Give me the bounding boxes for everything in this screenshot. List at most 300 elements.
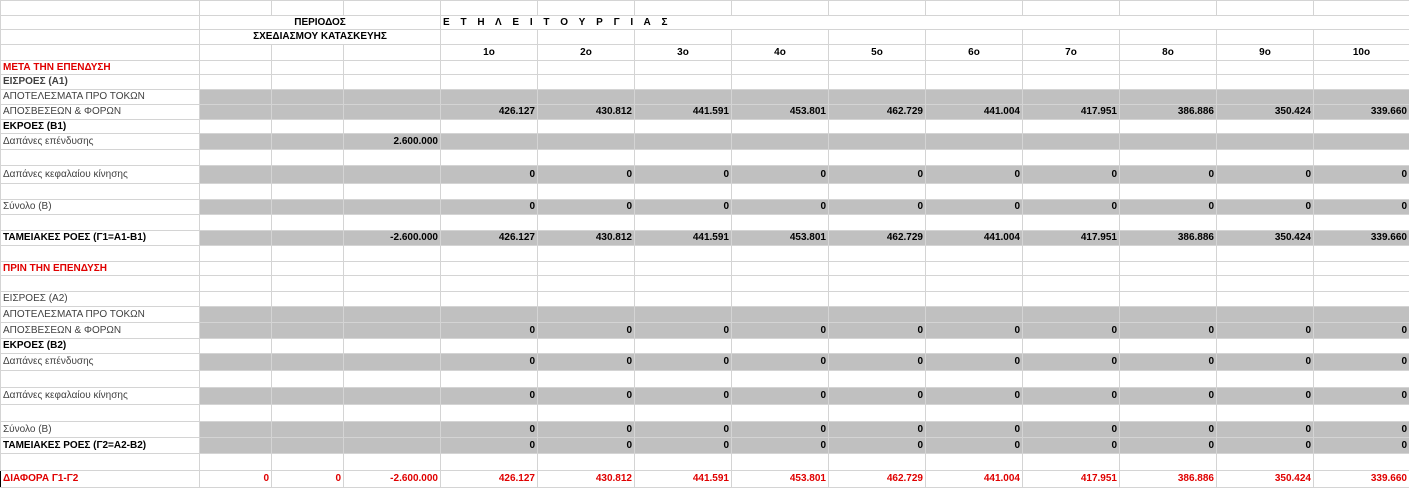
cell[interactable] (1314, 454, 1409, 471)
cell[interactable] (1217, 90, 1314, 105)
value-cell[interactable]: 0 (635, 200, 732, 215)
row-label[interactable]: ΑΠΟΣΒΕΣΕΩΝ & ΦΟΡΩΝ (1, 105, 200, 120)
cell[interactable] (829, 150, 926, 166)
cell[interactable] (538, 120, 635, 134)
cell[interactable] (829, 90, 926, 105)
cell[interactable] (272, 184, 344, 200)
cell[interactable] (1217, 134, 1314, 150)
value-cell[interactable]: 339.660 (1314, 471, 1409, 488)
cell[interactable] (538, 292, 635, 307)
row-label[interactable]: Δαπάνες επένδυσης (1, 354, 200, 371)
cell[interactable] (1120, 454, 1217, 471)
cell[interactable] (1120, 150, 1217, 166)
cell[interactable] (200, 75, 272, 90)
cell[interactable] (344, 354, 441, 371)
cell[interactable] (441, 246, 538, 262)
cell[interactable] (344, 422, 441, 438)
row-label[interactable]: ΕΙΣΡΟΕΣ (Α2) (1, 292, 200, 307)
cell[interactable] (635, 339, 732, 354)
cell[interactable] (926, 184, 1023, 200)
cell[interactable] (926, 150, 1023, 166)
row-label[interactable]: ΕΚΡΟΕΣ (Β1) (1, 120, 200, 134)
cell[interactable] (1314, 307, 1409, 323)
cell[interactable] (1023, 215, 1120, 231)
cell[interactable] (200, 1, 272, 16)
cell[interactable] (538, 90, 635, 105)
value-cell[interactable]: 0 (926, 422, 1023, 438)
cell[interactable] (732, 307, 829, 323)
cell[interactable] (200, 200, 272, 215)
cell[interactable] (538, 371, 635, 388)
cell[interactable] (441, 371, 538, 388)
value-cell[interactable]: 350.424 (1217, 471, 1314, 488)
cell[interactable] (829, 405, 926, 422)
cell[interactable] (829, 184, 926, 200)
value-cell[interactable]: 453.801 (732, 471, 829, 488)
cell[interactable] (1023, 371, 1120, 388)
year-header[interactable]: 1o (441, 45, 538, 61)
value-cell[interactable]: 0 (1217, 388, 1314, 405)
value-cell[interactable]: 0 (829, 200, 926, 215)
cell[interactable] (200, 422, 272, 438)
cell[interactable] (538, 1, 635, 16)
cell[interactable] (732, 90, 829, 105)
cell[interactable] (1120, 262, 1217, 276)
cell[interactable] (272, 371, 344, 388)
cell[interactable] (441, 75, 538, 90)
value-cell[interactable]: 441.004 (926, 231, 1023, 246)
value-cell[interactable]: 0 (1023, 438, 1120, 454)
row-label[interactable]: Δαπάνες κεφαλαίου κίνησης (1, 166, 200, 184)
value-cell[interactable]: 441.591 (635, 231, 732, 246)
cell[interactable] (1217, 262, 1314, 276)
value-cell[interactable]: 430.812 (538, 471, 635, 488)
section-before[interactable]: ΠΡΙΝ ΤΗΝ ΕΠΕΝΔΥΣΗ (1, 262, 200, 276)
value-cell[interactable]: 0 (441, 354, 538, 371)
cell[interactable] (538, 339, 635, 354)
year-header[interactable]: 8o (1120, 45, 1217, 61)
cell[interactable] (538, 276, 635, 292)
value-cell[interactable]: 0 (1120, 422, 1217, 438)
value-cell[interactable]: 0 (1314, 166, 1409, 184)
value-cell[interactable]: 0 (1217, 200, 1314, 215)
cell[interactable] (1120, 405, 1217, 422)
cell[interactable] (200, 339, 272, 354)
cell[interactable] (635, 276, 732, 292)
value-cell[interactable]: 0 (538, 354, 635, 371)
cell[interactable] (1217, 292, 1314, 307)
cell[interactable] (926, 120, 1023, 134)
cell[interactable] (1, 150, 200, 166)
cell[interactable] (200, 166, 272, 184)
cell[interactable] (1314, 262, 1409, 276)
cell[interactable] (1120, 215, 1217, 231)
row-label[interactable]: Σύνολο (Β) (1, 422, 200, 438)
value-cell[interactable]: 2.600.000 (344, 134, 441, 150)
cell[interactable] (829, 371, 926, 388)
value-cell[interactable]: 462.729 (829, 105, 926, 120)
value-cell[interactable]: -2.600.000 (344, 231, 441, 246)
cell[interactable] (1314, 134, 1409, 150)
cell[interactable] (272, 75, 344, 90)
cell[interactable] (1023, 276, 1120, 292)
cell[interactable] (1120, 184, 1217, 200)
cell[interactable] (1314, 276, 1409, 292)
cell[interactable] (732, 134, 829, 150)
value-cell[interactable]: 0 (441, 438, 538, 454)
value-cell[interactable]: 0 (1217, 438, 1314, 454)
cell[interactable] (926, 246, 1023, 262)
cell[interactable] (1217, 184, 1314, 200)
cell[interactable] (344, 276, 441, 292)
value-cell[interactable]: 0 (538, 166, 635, 184)
value-cell[interactable]: 0 (732, 323, 829, 339)
cell[interactable] (1217, 454, 1314, 471)
cell[interactable] (635, 371, 732, 388)
cell[interactable] (272, 215, 344, 231)
cell[interactable] (1, 215, 200, 231)
value-cell[interactable]: 0 (441, 388, 538, 405)
year-header[interactable]: 6o (926, 45, 1023, 61)
cell[interactable] (732, 454, 829, 471)
cell[interactable] (272, 1, 344, 16)
cell[interactable] (538, 307, 635, 323)
cell[interactable] (1217, 30, 1314, 45)
cell[interactable] (1023, 120, 1120, 134)
cell[interactable] (272, 246, 344, 262)
cell[interactable] (538, 215, 635, 231)
value-cell[interactable]: 350.424 (1217, 105, 1314, 120)
cell[interactable] (829, 120, 926, 134)
cell[interactable] (1314, 292, 1409, 307)
cell[interactable] (1120, 292, 1217, 307)
cell[interactable] (829, 246, 926, 262)
value-cell[interactable]: 0 (200, 471, 272, 488)
value-cell[interactable]: 441.004 (926, 471, 1023, 488)
cell[interactable] (344, 75, 441, 90)
cell[interactable] (200, 45, 272, 61)
value-cell[interactable]: 426.127 (441, 471, 538, 488)
cell[interactable] (732, 276, 829, 292)
cell[interactable] (1023, 307, 1120, 323)
cell[interactable] (272, 307, 344, 323)
cell[interactable] (635, 454, 732, 471)
value-cell[interactable]: 0 (1023, 200, 1120, 215)
cell[interactable] (272, 438, 344, 454)
cell[interactable] (829, 454, 926, 471)
cell[interactable] (732, 75, 829, 90)
value-cell[interactable]: 430.812 (538, 231, 635, 246)
cell[interactable] (635, 150, 732, 166)
cell[interactable] (200, 323, 272, 339)
value-cell[interactable]: 0 (1314, 422, 1409, 438)
value-cell[interactable]: 0 (829, 323, 926, 339)
cell[interactable] (344, 307, 441, 323)
cell[interactable] (272, 405, 344, 422)
value-cell[interactable]: 0 (635, 323, 732, 339)
cell[interactable] (635, 1, 732, 16)
value-cell[interactable]: 0 (926, 166, 1023, 184)
cell[interactable] (344, 323, 441, 339)
cell[interactable] (635, 262, 732, 276)
cell[interactable] (635, 30, 732, 45)
cell[interactable] (732, 184, 829, 200)
cell[interactable] (272, 61, 344, 75)
cell[interactable] (635, 246, 732, 262)
row-label[interactable]: Δαπάνες επένδυσης (1, 134, 200, 150)
cell[interactable] (829, 215, 926, 231)
cell[interactable] (441, 1, 538, 16)
cell[interactable] (1314, 150, 1409, 166)
value-cell[interactable]: 462.729 (829, 471, 926, 488)
cell[interactable] (441, 150, 538, 166)
value-cell[interactable]: 0 (1314, 388, 1409, 405)
value-cell[interactable]: 417.951 (1023, 471, 1120, 488)
cell[interactable] (1217, 1, 1314, 16)
cell[interactable] (1023, 150, 1120, 166)
cell[interactable] (441, 307, 538, 323)
value-cell[interactable]: 0 (1120, 388, 1217, 405)
cell[interactable] (200, 262, 272, 276)
cell[interactable] (200, 90, 272, 105)
cell[interactable] (200, 371, 272, 388)
cell[interactable] (344, 388, 441, 405)
year-header[interactable]: 5o (829, 45, 926, 61)
cell[interactable] (272, 292, 344, 307)
cell[interactable] (344, 120, 441, 134)
cell[interactable] (200, 105, 272, 120)
value-cell[interactable]: 350.424 (1217, 231, 1314, 246)
cell[interactable] (1120, 61, 1217, 75)
cell[interactable] (200, 388, 272, 405)
cell[interactable] (1314, 405, 1409, 422)
value-cell[interactable]: 426.127 (441, 231, 538, 246)
cell[interactable] (1217, 339, 1314, 354)
row-label[interactable]: ΑΠΟΤΕΛΕΣΜΑΤΑ ΠΡΟ ΤΟΚΩΝ (1, 307, 200, 323)
cell[interactable] (635, 134, 732, 150)
cell[interactable] (272, 166, 344, 184)
cell[interactable] (1314, 90, 1409, 105)
cell[interactable] (441, 184, 538, 200)
value-cell[interactable]: 0 (732, 166, 829, 184)
value-cell[interactable]: 0 (538, 200, 635, 215)
value-cell[interactable]: 0 (829, 438, 926, 454)
cell[interactable] (732, 339, 829, 354)
cell[interactable] (829, 75, 926, 90)
cell[interactable] (200, 438, 272, 454)
cell[interactable] (1217, 215, 1314, 231)
cell[interactable] (1120, 120, 1217, 134)
cell[interactable] (635, 292, 732, 307)
cell[interactable] (441, 276, 538, 292)
cell[interactable] (1023, 246, 1120, 262)
cell[interactable] (1314, 184, 1409, 200)
cell[interactable] (1120, 134, 1217, 150)
cell[interactable] (1120, 307, 1217, 323)
cell[interactable] (829, 61, 926, 75)
cell[interactable] (635, 75, 732, 90)
value-cell[interactable]: 0 (926, 388, 1023, 405)
value-cell[interactable]: 441.591 (635, 471, 732, 488)
cell[interactable] (1217, 75, 1314, 90)
cell[interactable] (732, 371, 829, 388)
cell[interactable] (344, 215, 441, 231)
cell[interactable] (538, 30, 635, 45)
cell[interactable] (635, 405, 732, 422)
value-cell[interactable]: 0 (732, 354, 829, 371)
cell[interactable] (344, 200, 441, 215)
cell[interactable] (1120, 90, 1217, 105)
cell[interactable] (200, 292, 272, 307)
cell[interactable] (732, 1, 829, 16)
cell[interactable] (200, 120, 272, 134)
cell[interactable] (272, 200, 344, 215)
cell[interactable] (441, 292, 538, 307)
value-cell[interactable]: 462.729 (829, 231, 926, 246)
value-cell[interactable]: 0 (538, 438, 635, 454)
cell[interactable] (829, 276, 926, 292)
cell[interactable] (441, 134, 538, 150)
value-cell[interactable]: 0 (1217, 354, 1314, 371)
cell[interactable] (1314, 246, 1409, 262)
cell[interactable] (1120, 276, 1217, 292)
cell[interactable] (926, 276, 1023, 292)
cell[interactable] (272, 323, 344, 339)
cell[interactable] (1, 1, 200, 16)
value-cell[interactable]: 0 (1314, 354, 1409, 371)
cell[interactable] (538, 150, 635, 166)
cell[interactable] (926, 1, 1023, 16)
cell[interactable] (1023, 454, 1120, 471)
value-cell[interactable]: 0 (732, 388, 829, 405)
value-cell[interactable]: 0 (441, 323, 538, 339)
cell[interactable] (926, 307, 1023, 323)
cell[interactable] (732, 292, 829, 307)
cell[interactable] (926, 262, 1023, 276)
cell[interactable] (344, 292, 441, 307)
cell[interactable] (272, 45, 344, 61)
cell[interactable] (1314, 339, 1409, 354)
cell[interactable] (732, 262, 829, 276)
cell[interactable] (926, 61, 1023, 75)
cell[interactable] (441, 262, 538, 276)
cell[interactable] (1217, 307, 1314, 323)
cell[interactable] (829, 134, 926, 150)
value-cell[interactable]: 0 (635, 422, 732, 438)
cell[interactable] (1314, 120, 1409, 134)
section-after[interactable]: ΜΕΤΑ ΤΗΝ ΕΠΕΝΔΥΣΗ (1, 61, 200, 75)
year-header[interactable]: 9o (1217, 45, 1314, 61)
cell[interactable] (272, 134, 344, 150)
value-cell[interactable]: 0 (926, 438, 1023, 454)
cell[interactable] (1314, 215, 1409, 231)
value-cell[interactable]: 0 (1023, 323, 1120, 339)
cell[interactable] (200, 246, 272, 262)
value-cell[interactable]: 453.801 (732, 105, 829, 120)
cell[interactable] (272, 150, 344, 166)
value-cell[interactable]: 0 (829, 354, 926, 371)
value-cell[interactable]: 0 (829, 422, 926, 438)
cell[interactable] (538, 405, 635, 422)
cell[interactable] (344, 105, 441, 120)
cell[interactable] (1314, 371, 1409, 388)
cell[interactable] (200, 405, 272, 422)
value-cell[interactable]: 0 (1120, 323, 1217, 339)
cell[interactable] (1217, 150, 1314, 166)
cell[interactable] (1023, 405, 1120, 422)
cell[interactable] (926, 215, 1023, 231)
cell[interactable] (538, 75, 635, 90)
cell[interactable] (344, 438, 441, 454)
value-cell[interactable]: 0 (732, 422, 829, 438)
value-cell[interactable]: 426.127 (441, 105, 538, 120)
cell[interactable] (1023, 61, 1120, 75)
value-cell[interactable]: 339.660 (1314, 231, 1409, 246)
cell[interactable] (272, 339, 344, 354)
value-cell[interactable]: 0 (538, 323, 635, 339)
cell[interactable] (1120, 339, 1217, 354)
diff-label[interactable]: ΔΙΑΦΟΡΑ Γ1-Γ2 (1, 471, 200, 488)
cell[interactable] (732, 246, 829, 262)
cell[interactable] (1023, 30, 1120, 45)
cell[interactable] (1314, 61, 1409, 75)
cell[interactable] (926, 405, 1023, 422)
cell[interactable] (344, 262, 441, 276)
cell[interactable] (200, 61, 272, 75)
row-label[interactable]: ΤΑΜΕΙΑΚΕΣ ΡΟΕΣ (Γ2=Α2-Β2) (1, 438, 200, 454)
cell[interactable] (1120, 30, 1217, 45)
cell[interactable] (926, 292, 1023, 307)
cell[interactable] (732, 120, 829, 134)
value-cell[interactable]: 339.660 (1314, 105, 1409, 120)
cell[interactable] (926, 454, 1023, 471)
year-header[interactable]: 7o (1023, 45, 1120, 61)
cell[interactable] (441, 120, 538, 134)
cell[interactable] (1, 246, 200, 262)
cell[interactable] (538, 134, 635, 150)
cell[interactable] (732, 215, 829, 231)
value-cell[interactable]: 0 (441, 166, 538, 184)
year-header[interactable]: 3o (635, 45, 732, 61)
cell[interactable] (344, 166, 441, 184)
cell[interactable] (200, 354, 272, 371)
period-header-2[interactable]: ΣΧΕΔΙΑΣΜΟΥ ΚΑΤΑΣΚΕΥΗΣ (200, 30, 441, 45)
cell[interactable] (635, 61, 732, 75)
cell[interactable] (1217, 276, 1314, 292)
year-header[interactable]: 2o (538, 45, 635, 61)
cell[interactable] (1023, 184, 1120, 200)
value-cell[interactable]: 0 (732, 438, 829, 454)
cell[interactable] (272, 422, 344, 438)
cell[interactable] (635, 90, 732, 105)
cell[interactable] (1, 405, 200, 422)
cell[interactable] (635, 307, 732, 323)
value-cell[interactable]: 0 (635, 354, 732, 371)
cell[interactable] (1217, 246, 1314, 262)
cell[interactable] (1, 184, 200, 200)
cell[interactable] (1, 30, 200, 45)
year-header[interactable]: 10o (1314, 45, 1409, 61)
value-cell[interactable]: 453.801 (732, 231, 829, 246)
cell[interactable] (344, 339, 441, 354)
value-cell[interactable]: 0 (926, 200, 1023, 215)
cell[interactable] (635, 215, 732, 231)
value-cell[interactable]: 386.886 (1120, 231, 1217, 246)
cell[interactable] (829, 1, 926, 16)
cell[interactable] (1, 16, 200, 30)
value-cell[interactable]: 0 (441, 422, 538, 438)
value-cell[interactable]: 0 (1023, 166, 1120, 184)
